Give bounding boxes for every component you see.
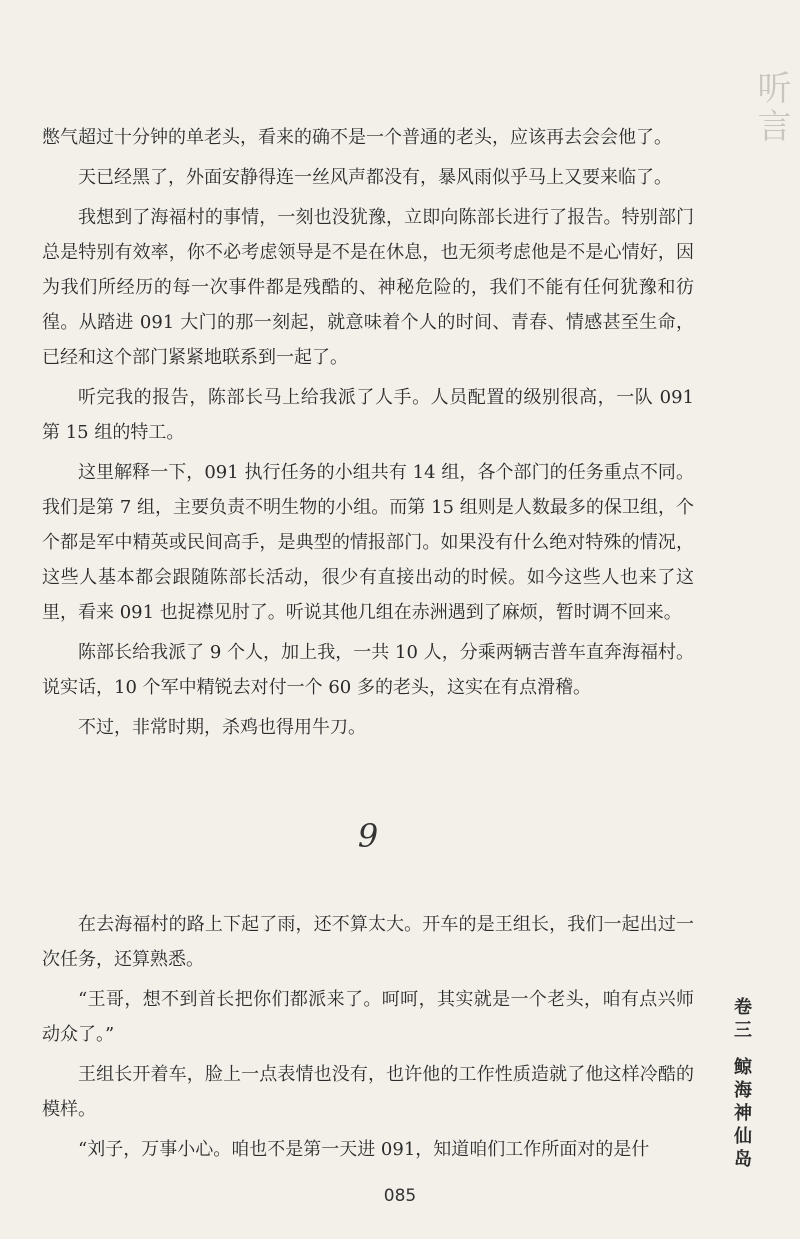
volume-label: 卷三 bbox=[731, 997, 752, 1043]
body-text bbox=[42, 120, 694, 1172]
page-number: 085 bbox=[383, 1186, 417, 1206]
chapter-number: 9 bbox=[357, 817, 379, 855]
paragraph: “王哥，想不到首长把你们都派来了。呵呵，其实就是一个老头，咱有点兴师动众了。” bbox=[42, 989, 694, 1045]
paragraph: 王组长开着车，脸上一点表情也没有，也许他的工作性质造就了他这样冷酷的模样。 bbox=[42, 1064, 694, 1120]
volume-title: 鲸海神仙岛 bbox=[731, 1057, 752, 1172]
paragraph: 这里解释一下，091 执行任务的小组共有 14 组，各个部门的任务重点不同。我们是第 7 组，主要负责不明生物的小组。而第 15 组则是人数最多的保卫组，个个都是军中精英或民间高手，是典型的情报部门。如果没有什么绝对特殊的情况，这些人基本都会跟随陈部长活动，很少有直接出动的时候。如今这些人也来了这里，看来 091 也捉襟见肘了。听说其他几组在赤洲遇到了麻烦，暂时调不回来。 bbox=[42, 462, 694, 623]
paragraph: 我想到了海福村的事情，一刻也没犹豫，立即向陈部长进行了报告。特别部门总是特别有效率，你不必考虑领导是不是在休息，也无须考虑他是不是心情好，因为我们所经历的每一次事件都是残酷的、神秘危险的，我们不能有任何犹豫和彷徨。从踏进 091 大门的那一刻起，就意味着个人的时间、青春、情感甚至生命，已经和这个部门紧紧地联系到一起了。 bbox=[42, 207, 694, 368]
paragraph: 天已经黑了，外面安静得连一丝风声都没有，暴风雨似乎马上又要来临了。 bbox=[78, 167, 672, 188]
paragraph: 陈部长给我派了 9 个人，加上我，一共 10 人，分乘两辆吉普车直奔海福村。说实话，10 个军中精锐去对付一个 60 多的老头，这实在有点滑稽。 bbox=[42, 642, 694, 698]
faded-corner-mark: 听言 bbox=[751, 70, 791, 146]
running-side-title bbox=[728, 997, 754, 1172]
paragraph: “刘子，万事小心。咱也不是第一天进 091，知道咱们工作所面对的是什 bbox=[78, 1139, 650, 1160]
paragraph: 在去海福村的路上下起了雨，还不算太大。开车的是王组长，我们一起出过一次任务，还算熟悉。 bbox=[42, 914, 694, 970]
paragraph: 听完我的报告，陈部长马上给我派了人手。人员配置的级别很高，一队 091 第 15 组的特工。 bbox=[42, 387, 694, 443]
paragraph: 不过，非常时期，杀鸡也得用牛刀。 bbox=[78, 717, 366, 738]
paragraph: 憋气超过十分钟的单老头，看来的确不是一个普通的老头，应该再去会会他了。 bbox=[42, 127, 672, 148]
